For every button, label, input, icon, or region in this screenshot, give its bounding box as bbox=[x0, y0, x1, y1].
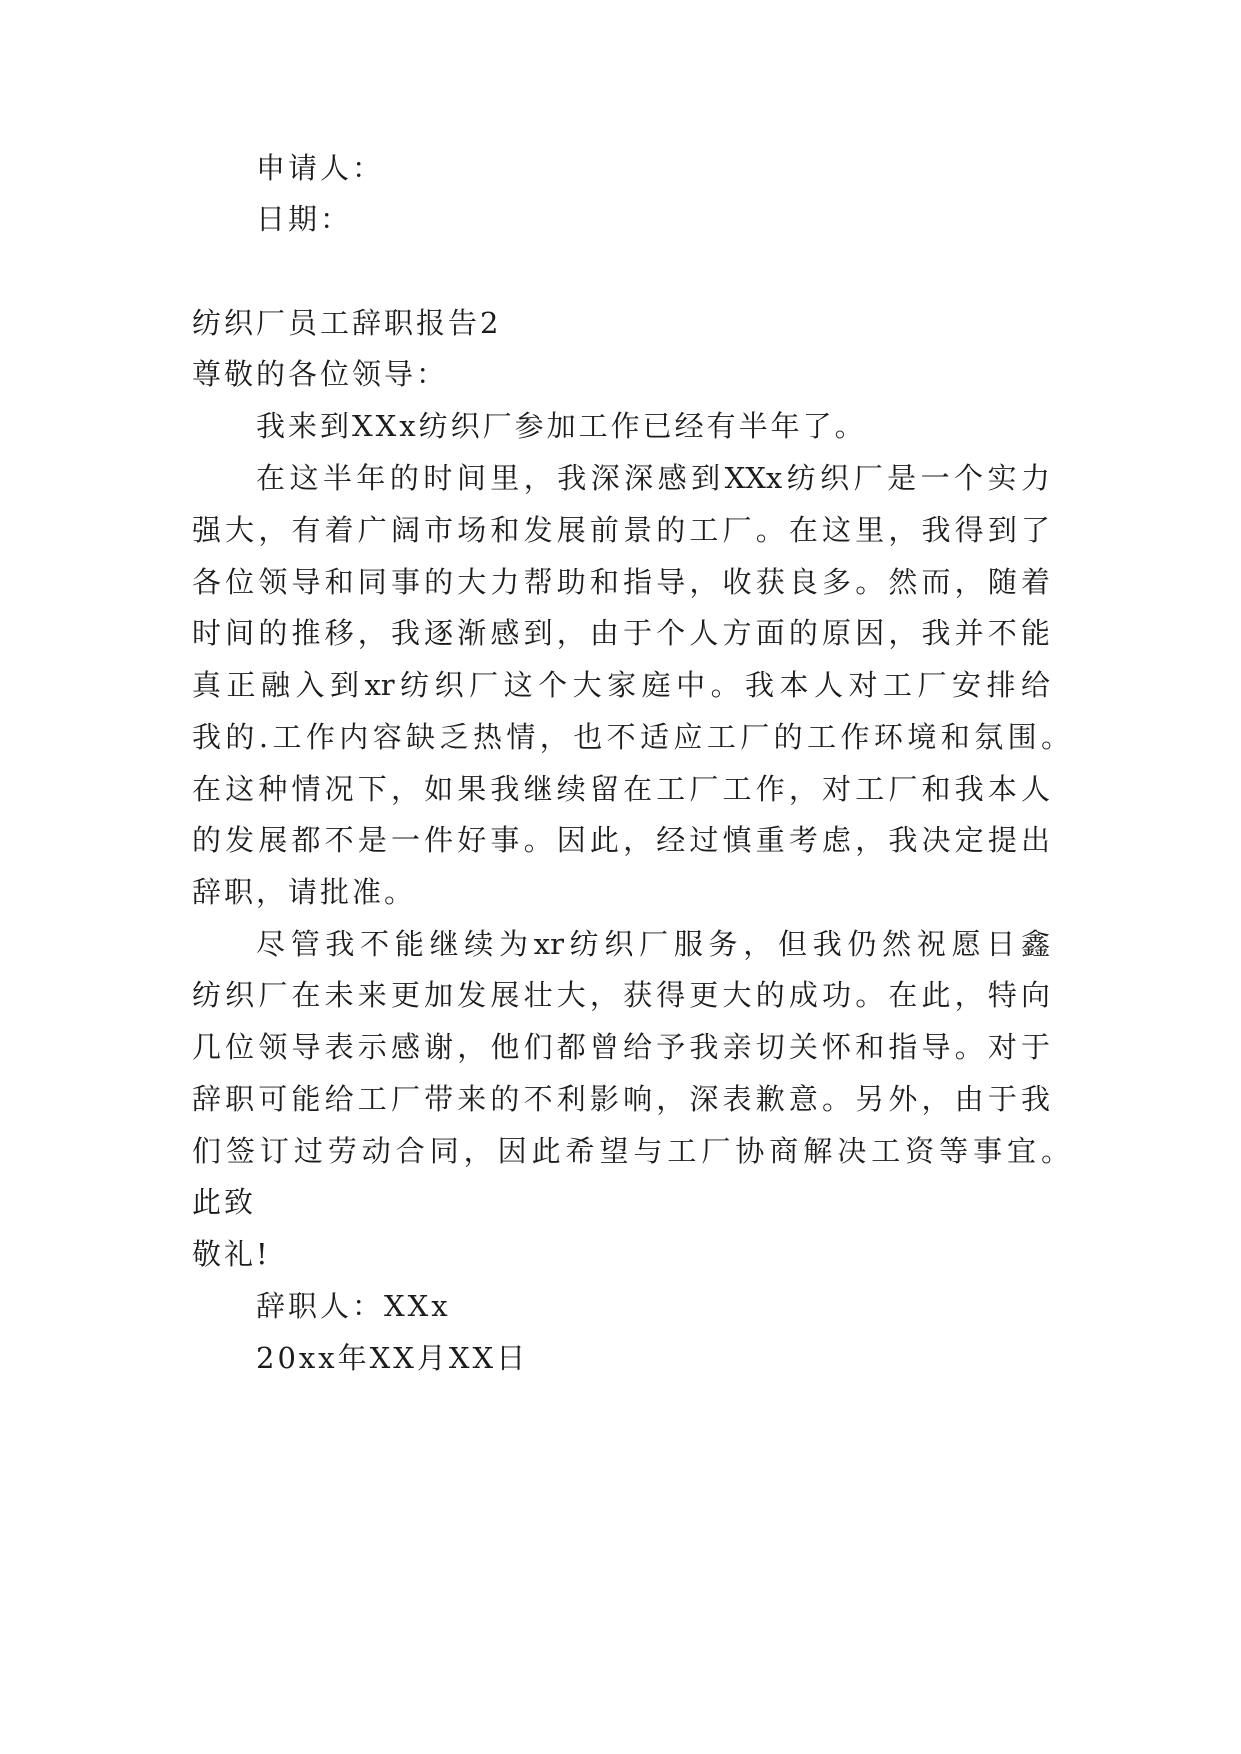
paragraph-3-line: 们签订过劳动合同，因此希望与工厂协商解决工资等事宜。 bbox=[192, 1134, 1070, 1168]
paragraph-2-line: 时间的推移，我逐渐感到，由于个人方面的原因，我并不能 bbox=[192, 616, 1050, 650]
closing-line-2: 敬礼! bbox=[192, 1237, 271, 1271]
date-label: 日期： bbox=[256, 202, 353, 236]
paragraph-3-line: 尽管我不能继续为xr纺织厂服务，但我仍然祝愿日鑫 bbox=[256, 927, 1050, 961]
paragraph-2-line: 各位领导和同事的大力帮助和指导，收获良多。然而，随着 bbox=[192, 565, 1050, 599]
paragraph-2-line: 真正融入到xr纺织厂这个大家庭中。我本人对工厂安排给 bbox=[192, 668, 1050, 702]
letter-title: 纺织厂员工辞职报告2 bbox=[192, 306, 502, 340]
sign-date: 20xx年XX月XX日 bbox=[256, 1341, 529, 1375]
paragraph-2-line: 在这半年的时间里，我深深感到XXx纺织厂是一个实力 bbox=[256, 461, 1050, 495]
paragraph-1: 我来到XXx纺织厂参加工作已经有半年了。 bbox=[256, 409, 867, 443]
salutation: 尊敬的各位领导： bbox=[192, 357, 449, 391]
paragraph-2-line: 强大，有着广阔市场和发展前景的工厂。在这里，我得到了 bbox=[192, 513, 1050, 547]
paragraph-2-line: 在这种情况下，如果我继续留在工厂工作，对工厂和我本人 bbox=[192, 772, 1050, 806]
paragraph-3-line: 辞职可能给工厂带来的不利影响，深表歉意。另外，由于我 bbox=[192, 1082, 1050, 1116]
applicant-label: 申请人： bbox=[256, 151, 385, 185]
signer: 辞职人：XXx bbox=[256, 1289, 451, 1323]
paragraph-3-line: 几位领导表示感谢，他们都曾给予我亲切关怀和指导。对于 bbox=[192, 1030, 1050, 1064]
paragraph-2-line: 的发展都不是一件好事。因此，经过慎重考虑，我决定提出 bbox=[192, 823, 1050, 857]
paragraph-3-line: 纺织厂在未来更加发展壮大，获得更大的成功。在此，特向 bbox=[192, 978, 1050, 1012]
closing-line-1: 此致 bbox=[192, 1185, 257, 1219]
paragraph-2-line: 我的.工作内容缺乏热情，也不适应工厂的工作环境和氛围。 bbox=[192, 720, 1070, 754]
paragraph-2-line: 辞职，请批准。 bbox=[192, 875, 417, 909]
